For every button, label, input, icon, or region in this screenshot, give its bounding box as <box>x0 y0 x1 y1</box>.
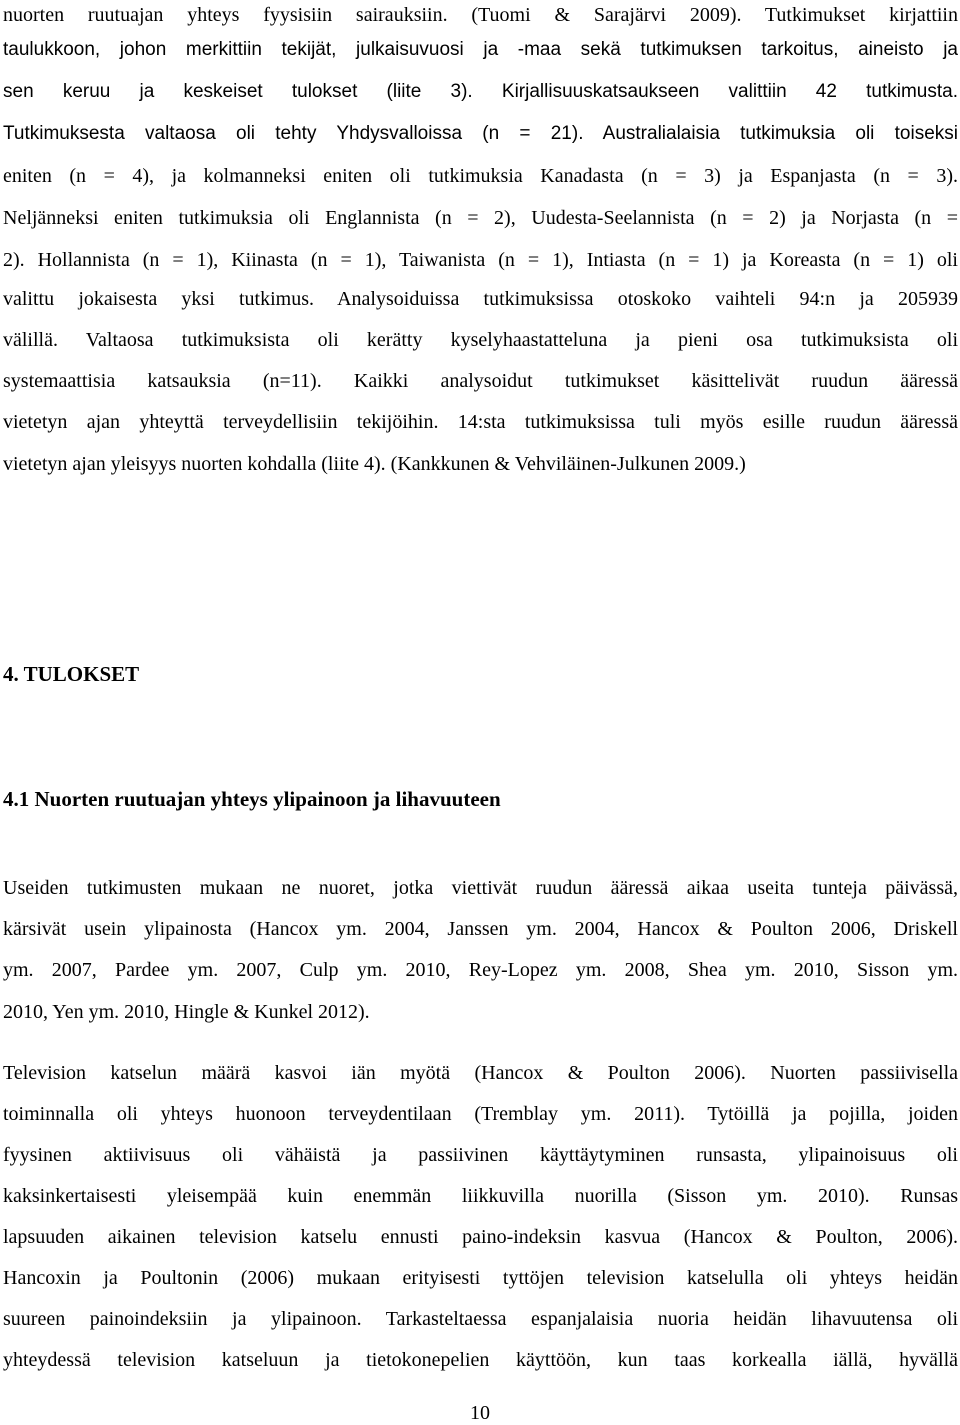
intro-line: eniten (n = 4), ja kolmanneksi eniten oli tutkimuksia Kanadasta (n = 3) ja Espanjasta (n = 3). <box>3 165 958 187</box>
paragraph-line: Useiden tutkimusten mukaan ne nuoret, jotka viettivät ruudun ääressä aikaa useita tunteja päivässä, <box>3 877 958 899</box>
paragraph-line: 2010, Yen ym. 2010, Hingle & Kunkel 2012). <box>3 1001 370 1023</box>
intro-line: välillä. Valtaosa tutkimuksista oli kerätty kyselyhaastatteluna ja pieni osa tutkimuksista oli <box>3 329 958 351</box>
paragraph-line: suureen painoindeksiin ja ylipainoon. Tarkasteltaessa espanjalaisia nuoria heidän lihavuutensa oli <box>3 1308 958 1330</box>
intro-line: nuorten ruutuajan yhteys fyysisiin sairauksiin. (Tuomi & Sarajärvi 2009). Tutkimukset kirjattiin <box>3 4 958 26</box>
intro-line: valittu jokaisesta yksi tutkimus. Analysoiduissa tutkimuksissa otoskoko vaihteli 94:n ja 205939 <box>3 288 958 310</box>
section-heading: 4. TULOKSET <box>3 662 140 686</box>
paragraph-line: kärsivät usein ylipainosta (Hancox ym. 2004, Janssen ym. 2004, Hancox & Poulton 2006, Driskell <box>3 918 958 940</box>
subsection-heading: 4.1 Nuorten ruutuajan yhteys ylipainoon ja lihavuuteen <box>3 787 501 811</box>
paragraph-line: Television katselun määrä kasvoi iän myötä (Hancox & Poulton 2006). Nuorten passiivisella <box>3 1062 958 1084</box>
intro-line: vietetyn ajan yhteyttä terveydellisiin tekijöihin. 14:sta tutkimuksissa tuli myös esille ruudun ääressä <box>3 411 958 433</box>
intro-line: systemaattisia katsauksia (n=11). Kaikki analysoidut tutkimukset käsittelivät ruudun ääressä <box>3 370 958 392</box>
paragraph-line: Hancoxin ja Poultonin (2006) mukaan erityisesti tyttöjen television katselulla oli yhteys heidän <box>3 1267 958 1289</box>
paragraph-line: fyysinen aktiivisuus oli vähäistä ja passiivinen käyttäytyminen runsasta, ylipainoisuus oli <box>3 1144 958 1166</box>
intro-line: taulukkoon, johon merkittiin tekijät, julkaisuvuosi ja -maa sekä tutkimuksen tarkoitus, aineisto ja <box>3 39 958 60</box>
paragraph-line: ym. 2007, Pardee ym. 2007, Culp ym. 2010, Rey-Lopez ym. 2008, Shea ym. 2010, Sisson ym. <box>3 959 958 981</box>
paragraph-line: kaksinkertaisesti yleisempää kuin enemmän liikkuvilla nuorilla (Sisson ym. 2010). Runsas <box>3 1185 958 1207</box>
paragraph-line: yhteydessä television katseluun ja tietokonepelien käyttöön, kun taas korkealla iällä, hyvällä <box>3 1349 958 1371</box>
page-number: 10 <box>470 1402 490 1424</box>
intro-line: vietetyn ajan yleisyys nuorten kohdalla (liite 4). (Kankkunen & Vehviläinen-Julkunen 2009.) <box>3 453 746 475</box>
intro-line: Neljänneksi eniten tutkimuksia oli Englannista (n = 2), Uudesta-Seelannista (n = 2) ja Norjasta (n = <box>3 207 958 229</box>
intro-line: 2). Hollannista (n = 1), Kiinasta (n = 1), Taiwanista (n = 1), Intiasta (n = 1) ja Koreasta (n = 1) oli <box>3 249 958 271</box>
intro-line: sen keruu ja keskeiset tulokset (liite 3). Kirjallisuuskatsaukseen valittiin 42 tutkimusta. <box>3 81 958 102</box>
intro-line: Tutkimuksesta valtaosa oli tehty Yhdysvalloissa (n = 21). Australialaisia tutkimuksia oli toiseksi <box>3 123 958 144</box>
paragraph-line: toiminnalla oli yhteys huonoon terveydentilaan (Tremblay ym. 2011). Tytöillä ja pojilla, joiden <box>3 1103 958 1125</box>
paragraph-line: lapsuuden aikainen television katselu ennusti paino-indeksin kasvua (Hancox & Poulton, 2006). <box>3 1226 958 1248</box>
